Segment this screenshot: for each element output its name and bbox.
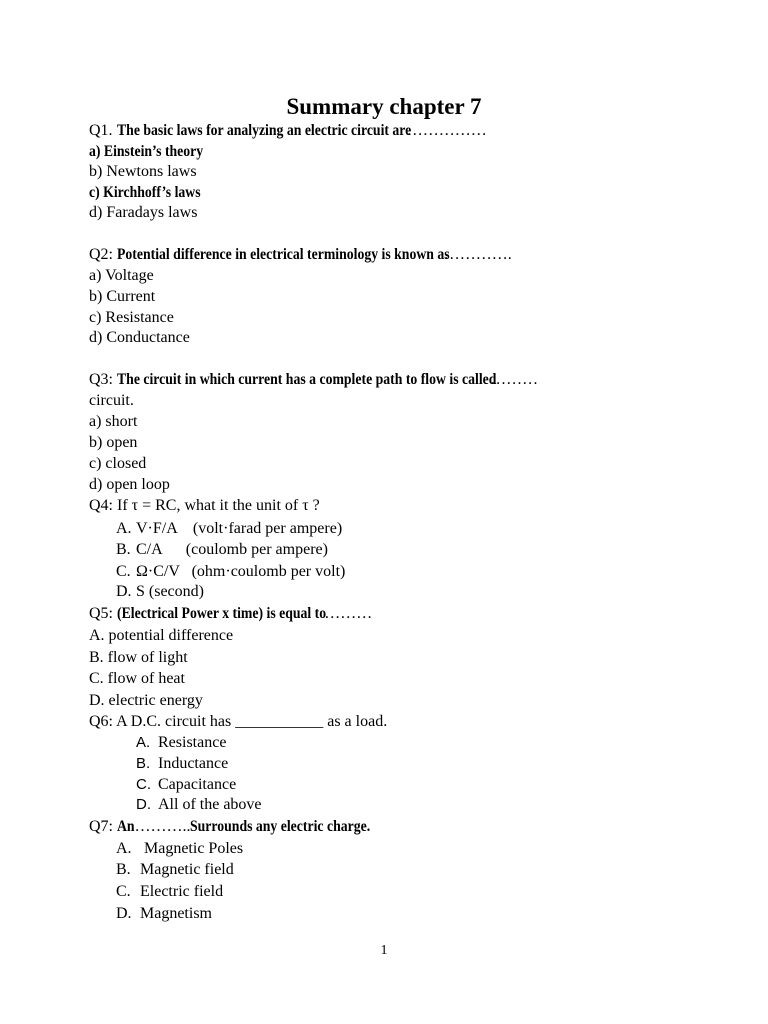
question-5-option-a: A. potential difference xyxy=(89,627,234,644)
question-2-prefix: Q2: xyxy=(89,246,117,263)
page-title: Summary chapter 7 xyxy=(286,94,482,119)
question-2-option-a: a) Voltage xyxy=(89,267,154,284)
question-4-option-c: C. Ω·C/V (ohm·coulomb per volt) xyxy=(116,563,346,580)
question-5-option-c: C. flow of heat xyxy=(89,670,185,687)
question-3-option-a: a) short xyxy=(89,413,138,430)
question-3-continuation: circuit. xyxy=(89,392,134,409)
question-7-option-a: A. Magnetic Poles xyxy=(116,840,244,857)
question-3-stem: The circuit in which current has a complete path to flow is called xyxy=(117,371,497,388)
question-1-option-b: b) Newtons laws xyxy=(89,163,197,180)
question-1-option-d: d) Faradays laws xyxy=(89,204,198,221)
question-2-option-b: b) Current xyxy=(89,288,156,305)
question-2-blank: …………. xyxy=(443,246,512,263)
question-3-option-d: d) open loop xyxy=(89,476,170,493)
question-7: Q7: An………..Surrounds any electric charge. xyxy=(89,818,371,835)
question-6-option-c: C. Capacitance xyxy=(136,776,237,793)
question-5-option-b: B. flow of light xyxy=(89,649,188,666)
question-1-option-c: c) Kirchhoff’s laws xyxy=(89,184,201,201)
question-2 xyxy=(89,245,512,265)
question-3 xyxy=(89,370,538,390)
question-2-option-c: c) Resistance xyxy=(89,309,174,326)
question-1-prefix: Q1. xyxy=(89,122,117,139)
question-2-option-d: d) Conductance xyxy=(89,329,190,346)
question-5-option-d: D. electric energy xyxy=(89,692,203,709)
question-4: Q4: If τ = RC, what it the unit of τ ? xyxy=(89,497,320,514)
question-1-stem: The basic laws for analyzing an electric circuit are xyxy=(116,122,411,139)
question-6-option-b: B. Inductance xyxy=(136,755,229,772)
question-7-option-d: D. Magnetism xyxy=(116,905,212,922)
question-5-blank: ……… xyxy=(324,605,373,622)
question-5 xyxy=(89,604,372,624)
question-4-option-d: D. S (second) xyxy=(116,583,204,600)
question-1-blank: …………… xyxy=(406,122,487,139)
question-3-prefix: Q3: xyxy=(89,371,117,388)
question-6-option-d: D. All of the above xyxy=(136,796,262,813)
question-7-option-b: B. Magnetic field xyxy=(116,861,234,878)
question-3-blank: ……… xyxy=(490,371,539,388)
question-3-option-b: b) open xyxy=(89,434,138,451)
question-1-option-a: a) Einstein’s theory xyxy=(89,143,204,160)
question-1 xyxy=(89,121,487,141)
question-4-option-b: B. C/A (coulomb per ampere) xyxy=(116,541,328,558)
question-6: Q6: A D.C. circuit has ___________ as a load. xyxy=(89,713,388,730)
question-4-option-a: A. V·F/A (volt·farad per ampere) xyxy=(116,520,343,537)
question-5-prefix: Q5: xyxy=(89,605,117,622)
question-7-prefix: Q7: xyxy=(89,818,117,835)
question-5-stem: (Electrical Power x time) is equal to xyxy=(117,605,327,622)
question-2-stem: Potential difference in electrical terminology is known as xyxy=(117,246,450,263)
question-7-option-c: C. Electric field xyxy=(116,883,224,900)
question-7-blank: ……….. xyxy=(134,818,191,835)
question-6-option-a: A. Resistance xyxy=(136,734,227,751)
question-3-option-c: c) closed xyxy=(89,455,147,472)
page-number: 1 xyxy=(380,943,388,958)
